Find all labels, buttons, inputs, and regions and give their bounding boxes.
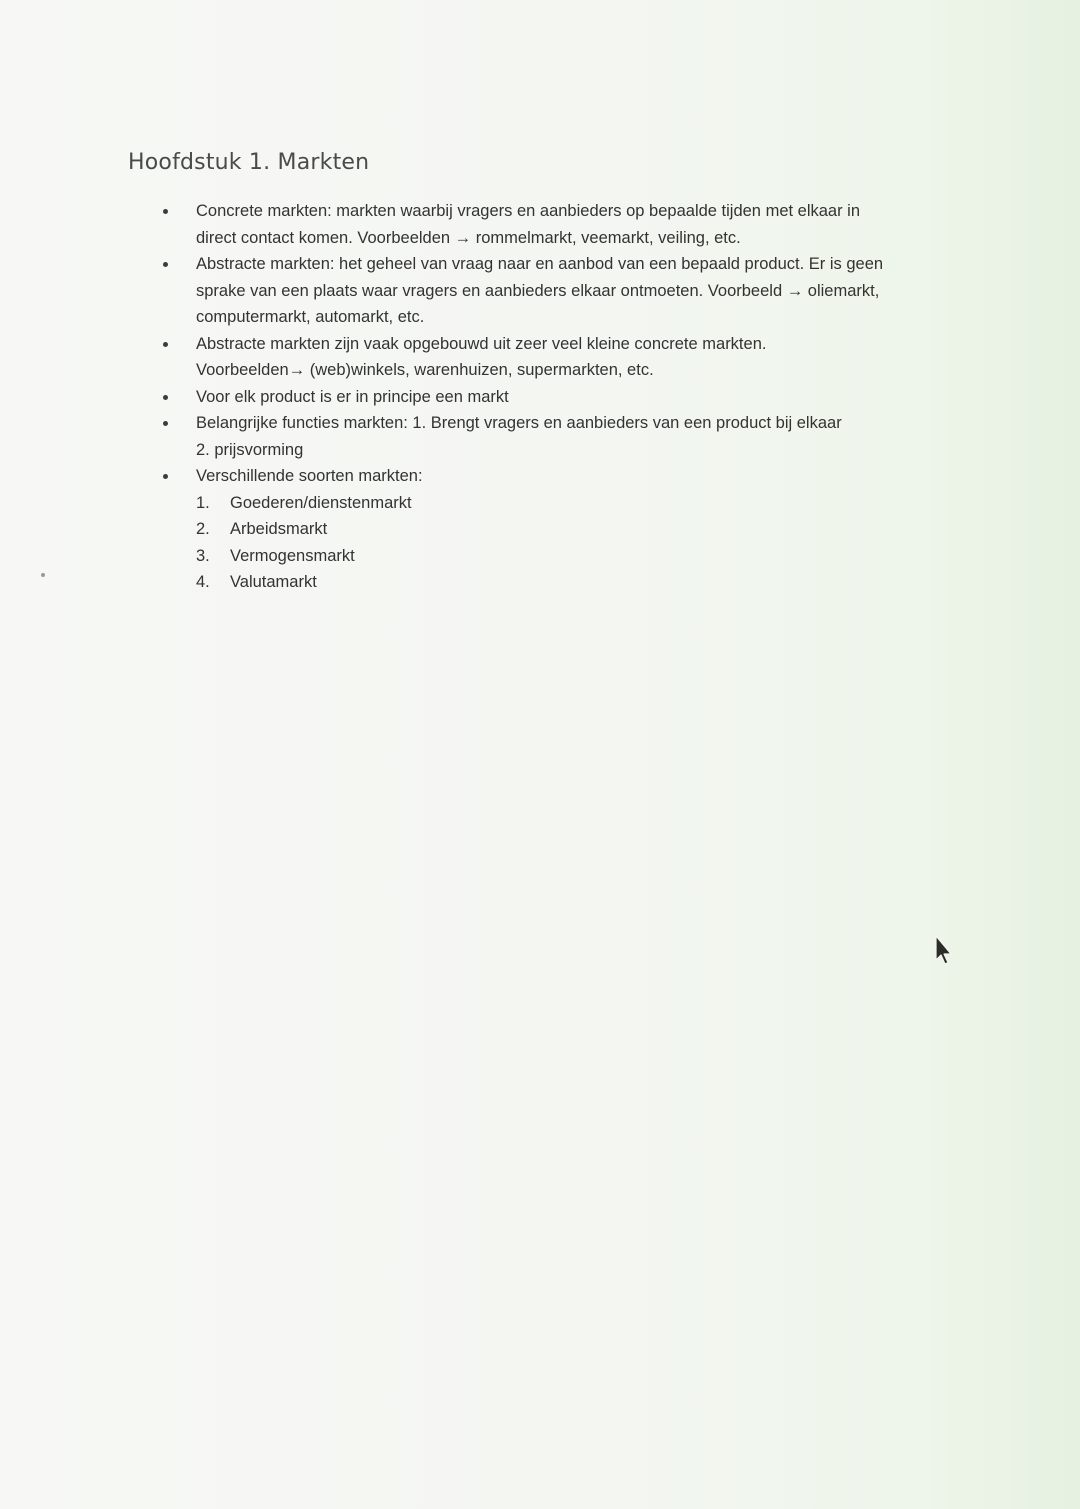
- bullet-dot-icon: [163, 474, 168, 479]
- bullet-dot-icon: [163, 209, 168, 214]
- list-item-line: Belangrijke functies markten: 1. Brengt vragers en aanbieders van een product bij elkaar: [196, 414, 842, 432]
- page-title: Hoofdstuk 1. Markten: [128, 150, 370, 175]
- list-item: [150, 384, 980, 411]
- list-item-line: Voorbeelden→ (web)winkels, warenhuizen, supermarkten, etc.: [196, 361, 654, 379]
- list-item: [150, 463, 980, 596]
- numbered-item-number: 1.: [196, 493, 210, 512]
- list-item: [150, 198, 980, 251]
- list-item: [150, 410, 980, 463]
- numbered-item: [196, 490, 980, 517]
- numbered-item-text: Valutamarkt: [230, 573, 317, 591]
- list-item-line: Abstracte markten zijn vaak opgebouwd uit zeer veel kleine concrete markten.: [196, 334, 767, 353]
- numbered-item: [196, 569, 980, 596]
- list-item-line: sprake van een plaats waar vragers en aanbieders elkaar ontmoeten. Voorbeeld → oliemarkt,: [196, 281, 880, 300]
- list-item-line: Concrete markten: markten waarbij vragers en aanbieders op bepaalde tijden met elkaar in: [196, 202, 861, 220]
- numbered-item-number: 2.: [196, 520, 210, 538]
- list-item: [150, 251, 980, 331]
- scan-speck: [41, 573, 45, 577]
- list-item-line: direct contact komen. Voorbeelden → rommelmarkt, veemarkt, veiling, etc.: [196, 228, 741, 247]
- numbered-item-text: Goederen/dienstenmarkt: [230, 493, 412, 512]
- mouse-pointer-arrow-icon: [928, 934, 958, 970]
- list-item-line: Verschillende soorten markten:: [196, 467, 423, 485]
- bullet-list: [150, 198, 980, 596]
- numbered-item: [196, 543, 980, 570]
- numbered-item-text: Vermogensmarkt: [230, 546, 355, 565]
- numbered-item: [196, 516, 980, 543]
- list-item: [150, 331, 980, 384]
- bullet-dot-icon: [163, 342, 168, 347]
- bullet-dot-icon: [163, 395, 168, 400]
- numbered-item-text: Arbeidsmarkt: [230, 520, 328, 538]
- list-item-line: computermarkt, automarkt, etc.: [196, 308, 425, 326]
- bullet-dot-icon: [163, 421, 168, 426]
- numbered-item-number: 3.: [196, 546, 210, 565]
- bullet-dot-icon: [163, 262, 168, 267]
- numbered-sublist: [196, 490, 980, 596]
- numbered-item-number: 4.: [196, 573, 210, 591]
- list-item-line: Voor elk product is er in principe een markt: [196, 387, 509, 406]
- list-item-line: 2. prijsvorming: [196, 440, 304, 459]
- list-item-line: Abstracte markten: het geheel van vraag naar en aanbod van een bepaald product. Er is geen: [196, 255, 884, 273]
